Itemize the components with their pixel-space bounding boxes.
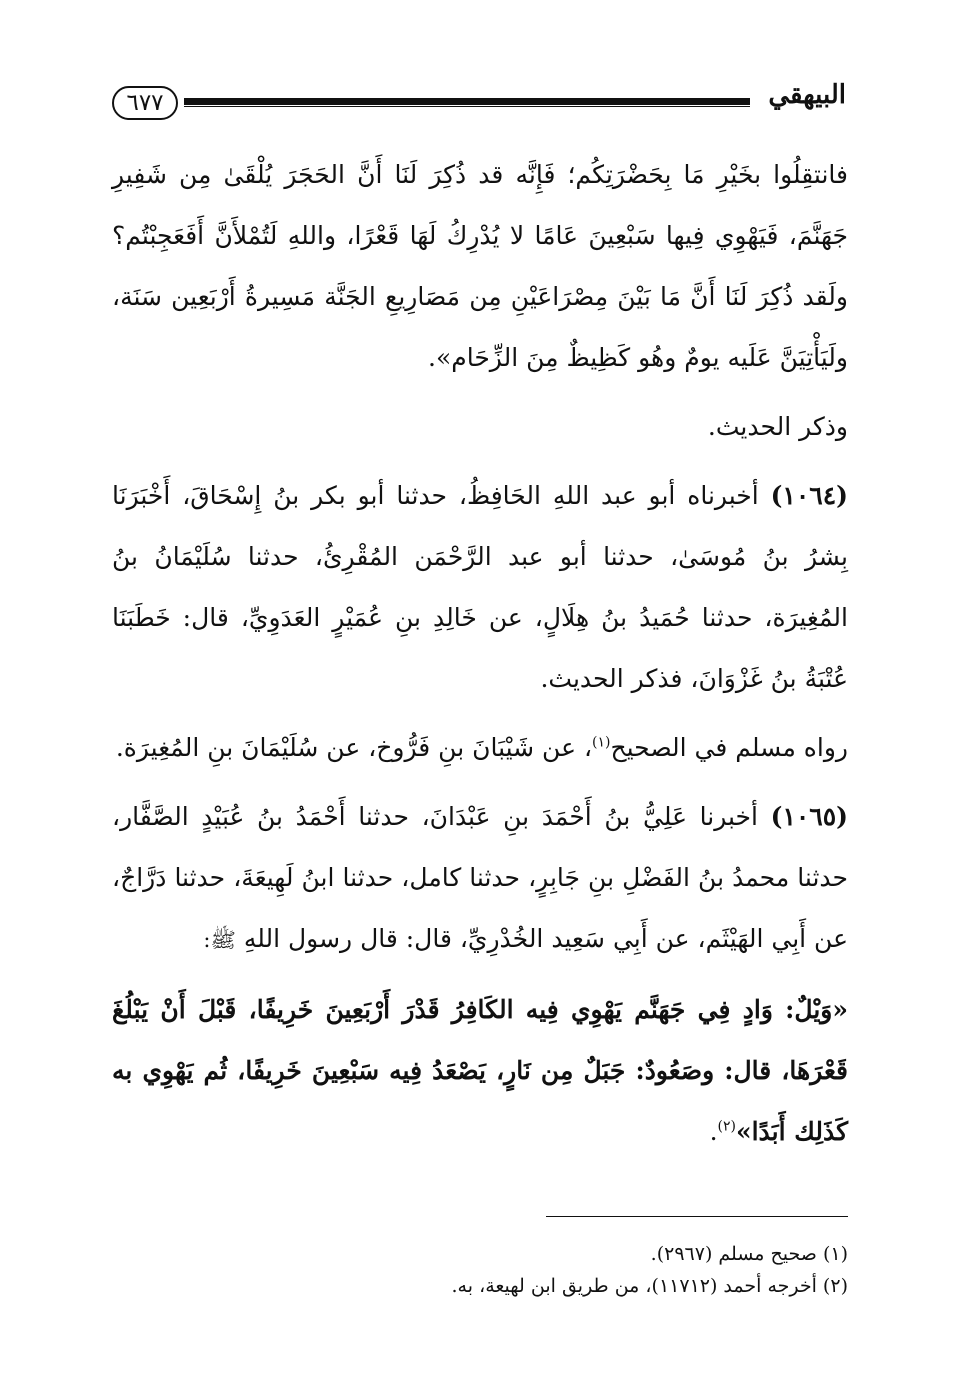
- narration-text-end: ، عن شَيْبَانَ بنِ فَرُّوخ، عن سُلَيْمَانَ بنِ المُغِيرَة.: [115, 733, 593, 762]
- footnote-1: (١) صحيح مسلم (٢٩٦٧).: [650, 1243, 848, 1265]
- hadith-1065: [112, 786, 848, 971]
- narration-paragraph: [112, 717, 848, 778]
- page-header: [112, 80, 846, 124]
- quote-end: .: [709, 1117, 718, 1146]
- salutation-glyph: ﷺ:: [203, 928, 236, 952]
- main-text: [112, 144, 848, 1170]
- footnote-ref-2[interactable]: (٢): [717, 1118, 736, 1135]
- hadith-number: (١٠٦٤): [770, 481, 848, 510]
- quote-text: «وَيْلٌ: وَادٍ فِي جَهَنَّم يَهْوِي فِيه الكَافِرُ قَدْرَ أَرْبَعِينَ خَرِيفًا، قَبْلَ أَنْ يَبْلُغَ قَعْرَهَا، قال: وصَعُودٌ: جَبَلٌ مِن نَارٍ، يَصْعَدُ فِيه سَبْعِينَ خَرِيفًا، ثُم يَهْوِي به كَذَلِك أَبَدًا»: [112, 995, 848, 1146]
- page-number: ٦٧٧: [112, 86, 178, 120]
- hadith-1064: [112, 465, 848, 709]
- footnote-rule: [546, 1216, 848, 1217]
- prophetic-quote: [112, 979, 848, 1162]
- header-rule: [184, 98, 750, 105]
- narration-text: رواه مسلم في الصحيح: [610, 733, 848, 762]
- hadith-text: أخبرناه أبو عبد اللهِ الحَافِظُ، حدثنا أبو بكر بنُ إِسْحَاقَ، أَخْبَرَنَا بِشرُ بنُ مُوسَىٰ، حدثنا أبو عبد الرَّحْمَن المُقْرِئُ، حدثنا سُلَيْمَانُ بنُ المُغِيرَة، حدثنا حُمَيدُ بنُ هِلَالٍ، عن خَالِدِ بنِ عُمَيْرٍ العَدَوِيِّ، قال: خَطَبَنَا عُتْبَةُ بنُ غَزْوَانَ، فذكر الحديث.: [112, 481, 848, 693]
- paragraph-continuation: فانتقِلُوا بخَيْرِ مَا بِحَضْرَتِكُم؛ فَإِنَّه قد ذُكِرَ لَنَا أَنَّ الحَجَرَ يُلْقَىٰ مِن شَفِيرِ جَهَنَّمَ، فَيَهْوِي فِيها سَبْعِينَ عَامًا لا يُدْرِكُ لَهَا قَعْرًا، واللهِ لَتُمْلأَنَّ أَفَعَجِبْتُم؟ ولَقد ذُكِرَ لَنَا أَنَّ مَا بَيْنَ مِصْرَاعَيْنِ مِن مَصَارِيعِ الجَنَّة مَسِيرةُ أَرْبَعِين سَنَة، ولَيَأْتِيَنَّ عَلَيه يومٌ وهُو كَظِيظٌ مِنَ الزِّحَام».: [112, 160, 848, 372]
- running-title: البيهقي: [768, 80, 846, 110]
- footnote-2: (٢) أخرجه أحمد (١١٧١٢)، من طريق ابن لهيعة، به.: [451, 1275, 848, 1297]
- hadith-text: أخبرنا عَلِيُّ بنُ أَحْمَدَ بنِ عَبْدَانَ، حدثنا أَحْمَدُ بنُ عُبَيْدٍ الصَّفَّار، حدثنا محمدُ بنُ الفَضْلِ بنِ جَابِرٍ، حدثنا كامل، حدثنا ابنُ لَهِيعَةَ، حدثنا دَرَّاجٌ، عن أَبِي الهَيْثَم، عن أَبِي سَعِيد الخُدْرِيِّ، قال: قال رسول اللهِ: [112, 802, 848, 953]
- hadith-number: (١٠٦٥): [770, 802, 848, 831]
- footnote-ref-1[interactable]: (١): [592, 734, 611, 751]
- footnotes: [112, 1238, 848, 1302]
- paragraph-note: وذكر الحديث.: [707, 412, 848, 441]
